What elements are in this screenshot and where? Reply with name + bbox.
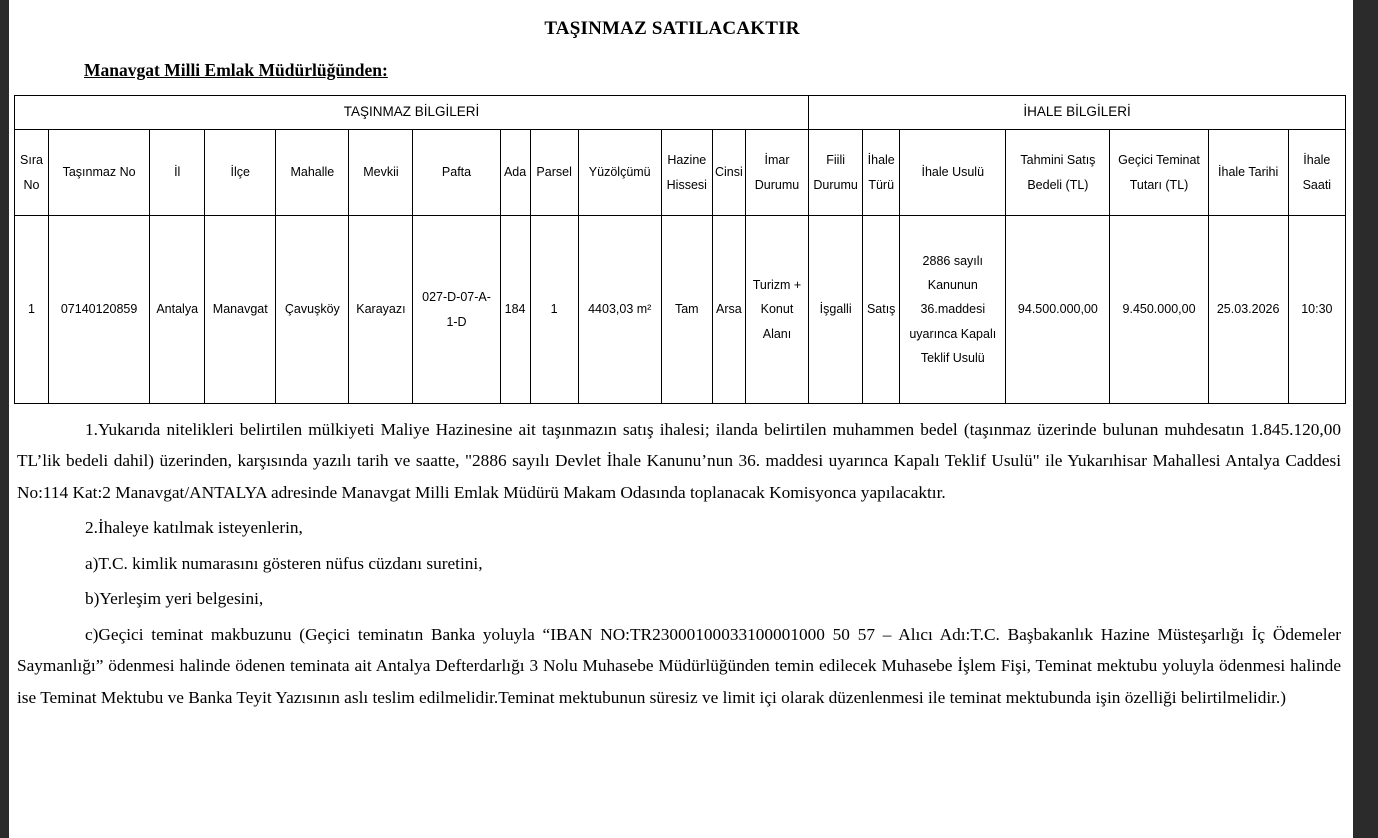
list-item-b: b)Yerleşim yeri belgesini, bbox=[85, 589, 264, 609]
list-item-a: a)T.C. kimlik numarasını gösteren nüfus cüzdanı suretini, bbox=[85, 553, 483, 573]
column-header-ihale-saati: İhale Saati bbox=[1288, 130, 1345, 216]
cell-ihale-usulu: 2886 sayılı Kanunun 36.maddesi uyarınca Kapalı Teklif Usulü bbox=[900, 216, 1006, 404]
column-header-ihale-usulu: İhale Usulü bbox=[900, 130, 1006, 216]
page-right-border bbox=[1353, 0, 1378, 838]
paragraph-2: 2.İhaleye katılmak isteyenlerin, bbox=[85, 518, 303, 538]
document-page bbox=[9, 0, 1353, 838]
paragraph-1: 1.Yukarıda nitelikleri belirtilen mülkiyeti Maliye Hazinesine ait taşınmazın satış ihalesi; ilanda belirtilen muhammen bedel (taşınmaz üzerinde bulunan muhdesatın 1.845.120,00 TL’lik bedeli dahil) üzerinden, karşısında yazılı tarih ve saatte, "2886 sayılı Devlet İhale Kanunu’nun 36. maddesi uyarınca Kapalı Teklif Usulü" ile Yukarıhisar Mahallesi Antalya Caddesi No:114 Kat:2 Manavgat/ANTALYA adresinde Manavgat Milli Emlak Müdürü Makam Odasında toplanacak Komisyonca yapılacaktır. bbox=[17, 420, 1341, 502]
cell-pafta: 027-D-07-A- 1-D bbox=[413, 216, 500, 404]
cell-sira-no: 1 bbox=[15, 216, 49, 404]
property-auction-table-wrapper bbox=[14, 95, 1346, 404]
cell-fiili-durumu: İşgalli bbox=[809, 216, 863, 404]
cell-tahmini-satis-bedeli: 94.500.000,00 bbox=[1006, 216, 1110, 404]
column-header-parsel: Parsel bbox=[530, 130, 578, 216]
document-authority-subtitle: Manavgat Milli Emlak Müdürlüğünden: bbox=[84, 60, 388, 80]
page-title: TAŞINMAZ SATILACAKTIR bbox=[544, 18, 800, 39]
cell-hazine-hissesi: Tam bbox=[661, 216, 712, 404]
column-header-hazine-hissesi: Hazine Hissesi bbox=[661, 130, 712, 216]
group-header-auction-info: İHALE BİLGİLERİ bbox=[809, 96, 1346, 130]
column-header-mevkii: Mevkii bbox=[349, 130, 413, 216]
table-group-header-row bbox=[15, 96, 1346, 130]
table-row bbox=[15, 216, 1346, 404]
column-header-imar-durumu: İmar Durumu bbox=[745, 130, 808, 216]
cell-ilce: Manavgat bbox=[205, 216, 276, 404]
column-header-ihale-turu: İhale Türü bbox=[863, 130, 900, 216]
cell-tasinmaz-no: 07140120859 bbox=[49, 216, 150, 404]
cell-mahalle: Çavuşköy bbox=[276, 216, 349, 404]
column-header-mahalle: Mahalle bbox=[276, 130, 349, 216]
cell-cinsi: Arsa bbox=[712, 216, 745, 404]
group-header-property-info: TAŞINMAZ BİLGİLERİ bbox=[15, 96, 809, 130]
cell-il: Antalya bbox=[150, 216, 205, 404]
column-header-gecici-teminat: Geçici Teminat Tutarı (TL) bbox=[1110, 130, 1208, 216]
column-header-ilce: İlçe bbox=[205, 130, 276, 216]
column-header-ihale-tarihi: İhale Tarihi bbox=[1208, 130, 1288, 216]
cell-parsel: 1 bbox=[530, 216, 578, 404]
column-header-cinsi: Cinsi bbox=[712, 130, 745, 216]
property-auction-table bbox=[14, 95, 1346, 404]
column-header-sira-no: Sıra No bbox=[15, 130, 49, 216]
column-header-fiili-durumu: Fiili Durumu bbox=[809, 130, 863, 216]
column-header-ada: Ada bbox=[500, 130, 530, 216]
column-header-tasinmaz-no: Taşınmaz No bbox=[49, 130, 150, 216]
column-header-tahmini-satis-bedeli: Tahmini Satış Bedeli (TL) bbox=[1006, 130, 1110, 216]
cell-mevkii: Karayazı bbox=[349, 216, 413, 404]
column-header-pafta: Pafta bbox=[413, 130, 500, 216]
cell-ihale-tarihi: 25.03.2026 bbox=[1208, 216, 1288, 404]
column-header-il: İl bbox=[150, 130, 205, 216]
cell-imar-durumu: Turizm + Konut Alanı bbox=[745, 216, 808, 404]
cell-gecici-teminat: 9.450.000,00 bbox=[1110, 216, 1208, 404]
column-header-yuzolcumu: Yüzölçümü bbox=[578, 130, 661, 216]
table-header-row bbox=[15, 130, 1346, 216]
page-left-border bbox=[0, 0, 9, 838]
cell-ihale-saati: 10:30 bbox=[1288, 216, 1345, 404]
cell-ada: 184 bbox=[500, 216, 530, 404]
cell-ihale-turu: Satış bbox=[863, 216, 900, 404]
announcement-body bbox=[9, 414, 1353, 713]
list-item-c: c)Geçici teminat makbuzunu (Geçici teminatın Banka yoluyla “IBAN NO:TR23000100033100001000 50 57 – Alıcı Adı:T.C. Başbakanlık Hazine Müsteşarlığı İç Ödemeler Saymanlığı” ödenmesi halinde ödenen teminata ait Antalya Defterdarlığı 3 Nolu Muhasebe Müdürlüğünden temin edilecek Muhasebe İşlem Fişi, Teminat mektubu yoluyla ödenmesi halinde ise Teminat Mektubu ve Banka Teyit Yazısının aslı teslim edilmelidir.Teminat mektubunun süresiz ve limit içi olarak düzenlenmesi ile teminat mektubunda işin özelliği belirtilmelidir.) bbox=[17, 624, 1341, 707]
cell-yuzolcumu: 4403,03 m² bbox=[578, 216, 661, 404]
